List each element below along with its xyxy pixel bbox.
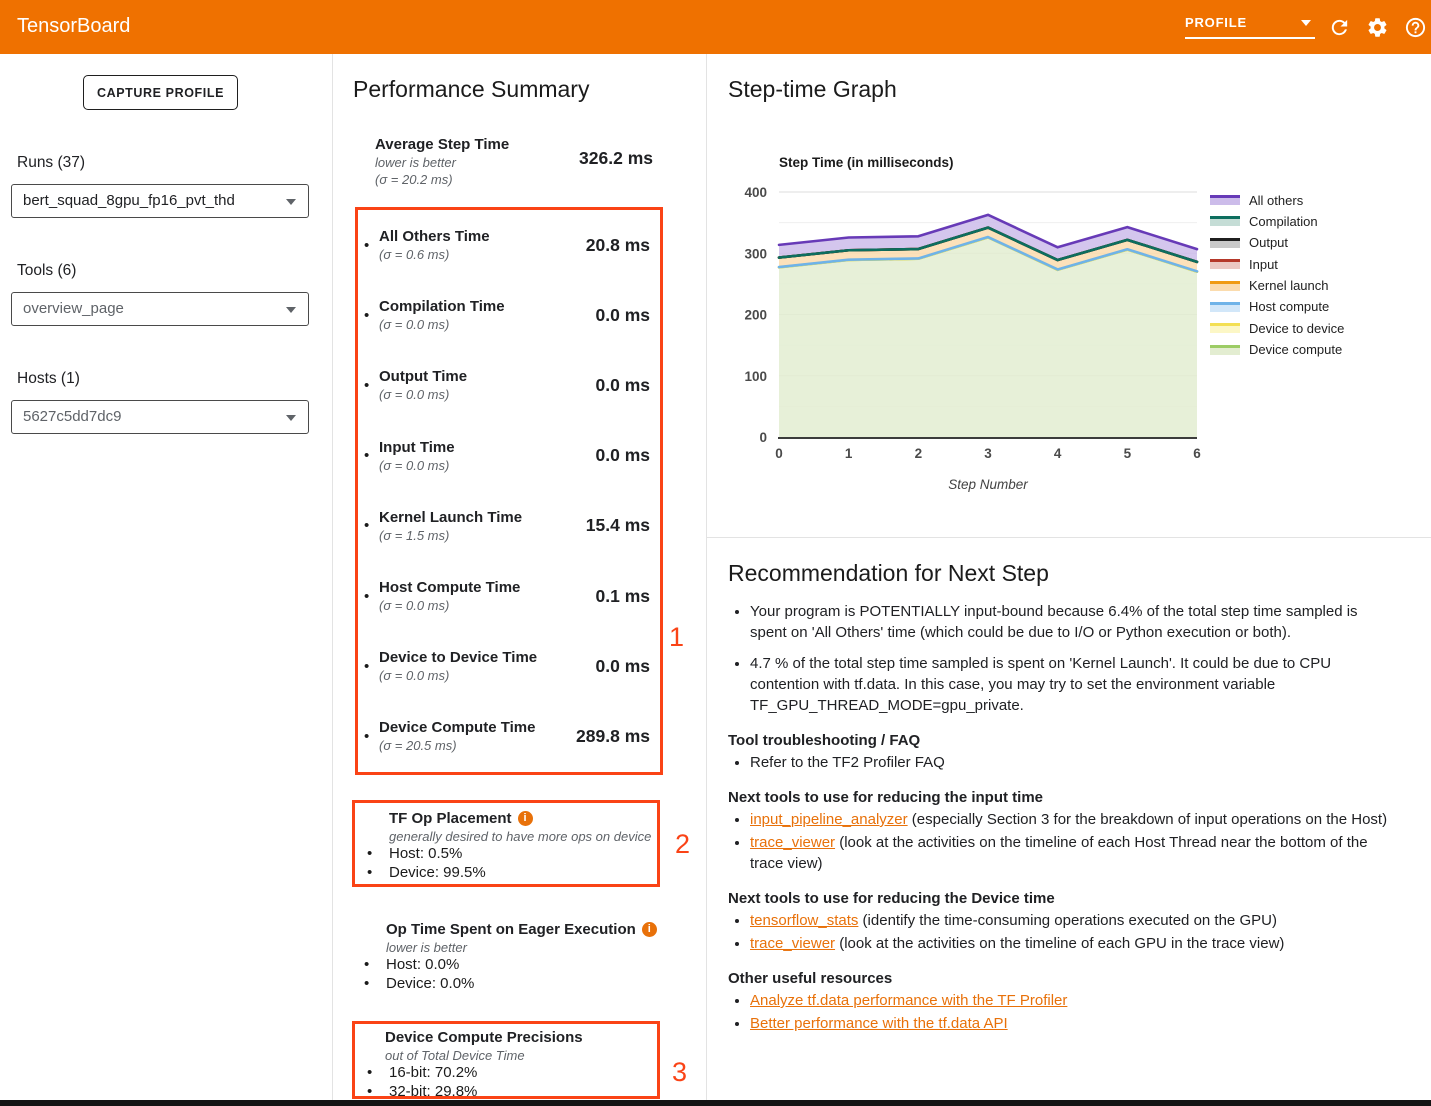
chart-title: Step Time (in milliseconds)	[779, 155, 954, 170]
subsection-heading: Next tools to use for reducing the Device time	[728, 890, 1055, 907]
y-tick-label: 0	[759, 430, 767, 445]
metric-value: 0.1 ms	[595, 585, 650, 606]
metric-label	[379, 297, 596, 333]
legend-item	[1210, 278, 1344, 294]
tool-link[interactable]: Analyze tf.data performance with the TF Profiler	[750, 992, 1068, 1009]
step-time-chart	[707, 140, 1207, 510]
bullet-dot: •	[364, 447, 370, 465]
tool-link[interactable]: tensorflow_stats	[750, 912, 859, 929]
metric-label	[379, 438, 596, 474]
info-list-item	[364, 956, 660, 975]
metric-name: Output Time	[379, 368, 468, 386]
hosts-dropdown[interactable]	[11, 400, 309, 434]
metric-sigma: (σ = 0.6 ms)	[379, 247, 450, 263]
annotation-number-3: 3	[672, 1057, 688, 1087]
legend-swatch	[1210, 259, 1240, 269]
info-icon[interactable]: i	[642, 922, 657, 937]
subsection-heading: Other useful resources	[728, 970, 893, 987]
x-axis-title: Step Number	[948, 477, 1028, 492]
recommendation-subsections	[728, 732, 1395, 1034]
legend-item	[1210, 256, 1344, 272]
legend-swatch	[1210, 345, 1240, 355]
legend-label: Device to device	[1249, 320, 1345, 336]
metric-row	[358, 561, 660, 631]
legend-swatch	[1210, 195, 1240, 205]
legend-swatch	[1210, 302, 1240, 312]
subsection-list	[728, 809, 1395, 874]
metric-value: 0.0 ms	[595, 304, 650, 325]
y-tick-label: 400	[744, 185, 767, 200]
legend-swatch	[1210, 323, 1240, 333]
step-time-graph-title: Step-time Graph	[728, 76, 897, 102]
metric-row	[358, 421, 660, 491]
annotation-number-2: 2	[675, 829, 691, 859]
series-area-device-compute	[779, 237, 1197, 437]
performance-summary-panel	[333, 54, 707, 1106]
info-list-item	[367, 1083, 657, 1102]
info-icon[interactable]: i	[518, 811, 533, 826]
metric-sigma: (σ = 0.0 ms)	[379, 317, 450, 333]
metric-row	[358, 350, 660, 420]
metric-sigma: (σ = 0.0 ms)	[379, 387, 450, 403]
legend-item	[1210, 213, 1344, 229]
capture-profile-button[interactable]: CAPTURE PROFILE	[83, 75, 238, 110]
legend-label: Compilation	[1249, 213, 1318, 229]
item-text: Refer to the TF2 Profiler FAQ	[750, 754, 945, 771]
subsection-item	[750, 752, 1395, 773]
y-tick-label: 200	[744, 307, 767, 323]
metric-label	[379, 648, 596, 684]
recommendation-subsection	[728, 732, 1395, 773]
hosts-dropdown-value: 5627c5dd7dc9	[23, 408, 122, 425]
tools-label: Tools (6)	[17, 262, 77, 279]
item-text: (look at the activities on the timeline of each GPU in the trace view)	[835, 935, 1285, 952]
info-list-item-text: Host: 0.5%	[389, 845, 463, 862]
legend-swatch	[1210, 216, 1240, 226]
metric-sigma: (σ = 20.5 ms)	[379, 738, 457, 754]
tf-op-placement-items	[355, 845, 657, 882]
runs-label: Runs (37)	[17, 154, 86, 171]
x-tick-label: 2	[914, 446, 923, 461]
bullet-dot: •	[364, 974, 370, 992]
info-list-item	[367, 864, 657, 883]
help-icon	[1404, 16, 1427, 39]
recommendation-bullet: • 4.7 % of the total step time sampled is spent on 'Kernel Launch'. It could be due to CPU contention with tf.data. In this case, you may try to set the environment variable TF_GPU_THREAD_MODE=gpu_private.	[750, 653, 1395, 716]
bottom-edge-bar	[0, 1100, 1431, 1106]
tool-link[interactable]: trace_viewer	[750, 834, 836, 851]
bullet-dot: •	[367, 1064, 373, 1081]
metric-row	[358, 280, 660, 350]
info-list-item	[367, 845, 657, 864]
metric-label	[379, 718, 576, 754]
legend-label: Input	[1249, 256, 1278, 272]
tools-dropdown-value: overview_page	[23, 300, 124, 317]
legend-swatch	[1210, 281, 1240, 291]
legend-label: Device compute	[1249, 342, 1343, 358]
performance-summary-title: Performance Summary	[353, 76, 590, 102]
reload-icon	[1328, 16, 1351, 39]
metric-value: 20.8 ms	[585, 234, 650, 255]
tf-op-placement-title: TF Op Placement	[389, 810, 512, 827]
subsection-heading: Next tools to use for reducing the input time	[728, 789, 1044, 806]
info-list-item	[367, 1064, 657, 1083]
metric-row	[358, 210, 660, 280]
metric-label	[379, 227, 586, 263]
metric-name: All Others Time	[379, 228, 490, 246]
x-tick-label: 3	[984, 446, 992, 461]
bullet-dot: •	[367, 845, 373, 862]
legend-item	[1210, 299, 1344, 315]
subsection-item	[750, 1013, 1395, 1034]
metric-value: 0.0 ms	[595, 655, 650, 676]
runs-dropdown[interactable]	[11, 184, 309, 218]
subsection-item	[750, 809, 1395, 830]
chevron-down-icon	[1301, 20, 1311, 26]
app-title: TensorBoard	[17, 15, 131, 37]
metric-sigma: (σ = 1.5 ms)	[379, 527, 450, 543]
metric-row	[358, 631, 660, 701]
app-header	[0, 0, 1431, 54]
recommendation-subsection	[728, 890, 1395, 954]
y-tick-label: 300	[744, 246, 767, 262]
metric-value: 0.0 ms	[595, 445, 650, 466]
legend-item	[1210, 235, 1344, 251]
recommendation-subsection	[728, 970, 1395, 1034]
info-list-item-text: Host: 0.0%	[386, 956, 460, 973]
legend-label: All others	[1249, 192, 1304, 208]
metric-note: lower is better	[375, 155, 456, 170]
metric-row	[358, 491, 660, 561]
metric-label	[379, 508, 586, 544]
subsection-list	[728, 990, 1395, 1034]
annotation-box-compute-precisions	[352, 1021, 660, 1099]
metric-value: 15.4 ms	[585, 515, 650, 536]
annotation-box-tf-op-placement	[352, 800, 660, 887]
annotation-box-step-breakdown	[355, 207, 663, 775]
metric-name: Compilation Time	[379, 298, 505, 316]
bullet-dot: •	[367, 863, 373, 881]
metric-sigma: (σ = 0.0 ms)	[379, 457, 450, 473]
metric-sigma: (σ = 0.0 ms)	[379, 598, 450, 614]
bullet-dot: •	[364, 727, 370, 745]
metric-row	[358, 701, 660, 771]
x-tick-label: 6	[1193, 446, 1201, 461]
metric-name: Host Compute Time	[379, 579, 521, 597]
runs-dropdown-value: bert_squad_8gpu_fp16_pvt_thd	[23, 192, 235, 209]
tool-link[interactable]: trace_viewer	[750, 935, 836, 952]
tool-link[interactable]: Better performance with the tf.data API	[750, 1015, 1008, 1032]
metric-value: 0.0 ms	[595, 374, 650, 395]
precisions-title-row	[385, 1028, 657, 1047]
info-list-item-text: 32-bit: 29.8%	[389, 1082, 478, 1100]
eager-execution-note: lower is better	[386, 940, 467, 955]
dashboard-selector-dropdown[interactable]	[1185, 13, 1315, 39]
x-tick-label: 0	[775, 446, 783, 461]
precisions-items	[355, 1064, 657, 1101]
metric-value: 289.8 ms	[576, 725, 650, 746]
metric-value: 326.2 ms	[579, 148, 653, 168]
eager-execution-title-row	[386, 920, 660, 939]
bullet-dot: •	[364, 236, 370, 254]
info-list-item-text: 16-bit: 70.2%	[389, 1064, 478, 1081]
info-list-item-text: Device: 99.5%	[389, 863, 486, 881]
bullet-dot: •	[364, 376, 370, 394]
subsection-item	[750, 990, 1395, 1011]
subsection-heading: Tool troubleshooting / FAQ	[728, 732, 921, 749]
hosts-label: Hosts (1)	[17, 370, 80, 387]
metric-sigma: (σ = 0.0 ms)	[379, 668, 450, 684]
metric-label	[379, 367, 596, 403]
info-list-item-text: Device: 0.0%	[386, 974, 475, 992]
metric-name: Average Step Time	[375, 136, 510, 153]
recommendation-subsection	[728, 789, 1395, 874]
item-text: (especially Section 3 for the breakdown of input operations on the Host)	[907, 811, 1388, 828]
x-tick-label: 1	[844, 446, 853, 461]
dashboard-selector-value: PROFILE	[1185, 15, 1247, 30]
metric-sigma: (σ = 20.2 ms)	[375, 172, 453, 187]
x-tick-label: 4	[1053, 446, 1062, 461]
legend-label: Output	[1249, 235, 1289, 251]
metric-name: Device Compute Time	[379, 719, 536, 737]
eager-execution-title: Op Time Spent on Eager Execution	[386, 921, 636, 938]
metric-name: Kernel Launch Time	[379, 508, 523, 526]
metric-label	[379, 578, 596, 614]
subsection-item	[750, 910, 1395, 931]
chevron-down-icon	[286, 199, 296, 205]
eager-execution-items	[352, 956, 660, 993]
help-button[interactable]	[1397, 0, 1431, 54]
legend-swatch	[1210, 238, 1240, 248]
x-tick-label: 5	[1123, 446, 1132, 461]
settings-button[interactable]	[1359, 0, 1395, 54]
bullet-dot: •	[364, 306, 370, 324]
item-text: (identify the time-consuming operations executed on the GPU)	[858, 912, 1277, 929]
settings-gear-icon	[1366, 16, 1389, 39]
bullet-dot: •	[364, 956, 370, 973]
reload-button[interactable]	[1321, 0, 1357, 54]
subsection-item	[750, 832, 1395, 874]
info-list-item	[364, 975, 660, 994]
subsection-item	[750, 933, 1395, 954]
precisions-title: Device Compute Precisions	[385, 1029, 583, 1046]
y-tick-label: 100	[744, 368, 767, 384]
metric-name: Device to Device Time	[379, 649, 538, 667]
bullet-dot: •	[364, 517, 370, 535]
bullet-dot: •	[367, 1082, 373, 1100]
sidebar	[0, 54, 333, 1106]
legend-item	[1210, 342, 1344, 358]
legend-item	[1210, 320, 1344, 336]
recommendation-bullet: • Your program is POTENTIALLY input-bound because 6.4% of the total step time sampled is spent on 'All Others' time (which could be due to I/O or Python execution or both).	[750, 601, 1395, 643]
item-text: (look at the activities on the timeline of each Host Thread near the bottom of the trace view)	[750, 834, 1368, 872]
precisions-note: out of Total Device Time	[385, 1048, 525, 1063]
recommendation-section	[707, 537, 1431, 1106]
recommendation-bullets	[728, 601, 1395, 716]
average-step-time-metric	[375, 135, 653, 188]
step-time-graph-panel	[707, 54, 1431, 1106]
chart-legend	[1210, 192, 1344, 363]
metric-name: Input Time	[379, 438, 455, 456]
tf-op-placement-title-row	[389, 809, 657, 828]
subsection-list	[728, 752, 1395, 773]
annotation-number-1: 1	[669, 622, 685, 652]
bullet-dot: •	[364, 587, 370, 605]
chevron-down-icon	[286, 307, 296, 313]
tf-op-placement-note: generally desired to have more ops on device	[389, 829, 652, 844]
bullet-dot: •	[364, 657, 370, 675]
legend-item	[1210, 192, 1344, 208]
legend-label: Host compute	[1249, 299, 1330, 315]
tool-link[interactable]: input_pipeline_analyzer	[750, 811, 908, 828]
legend-label: Kernel launch	[1249, 278, 1329, 294]
subsection-list	[728, 910, 1395, 954]
recommendation-title: Recommendation for Next Step	[728, 560, 1049, 586]
tools-dropdown[interactable]	[11, 292, 309, 326]
eager-execution-block	[352, 920, 660, 993]
chevron-down-icon	[286, 415, 296, 421]
